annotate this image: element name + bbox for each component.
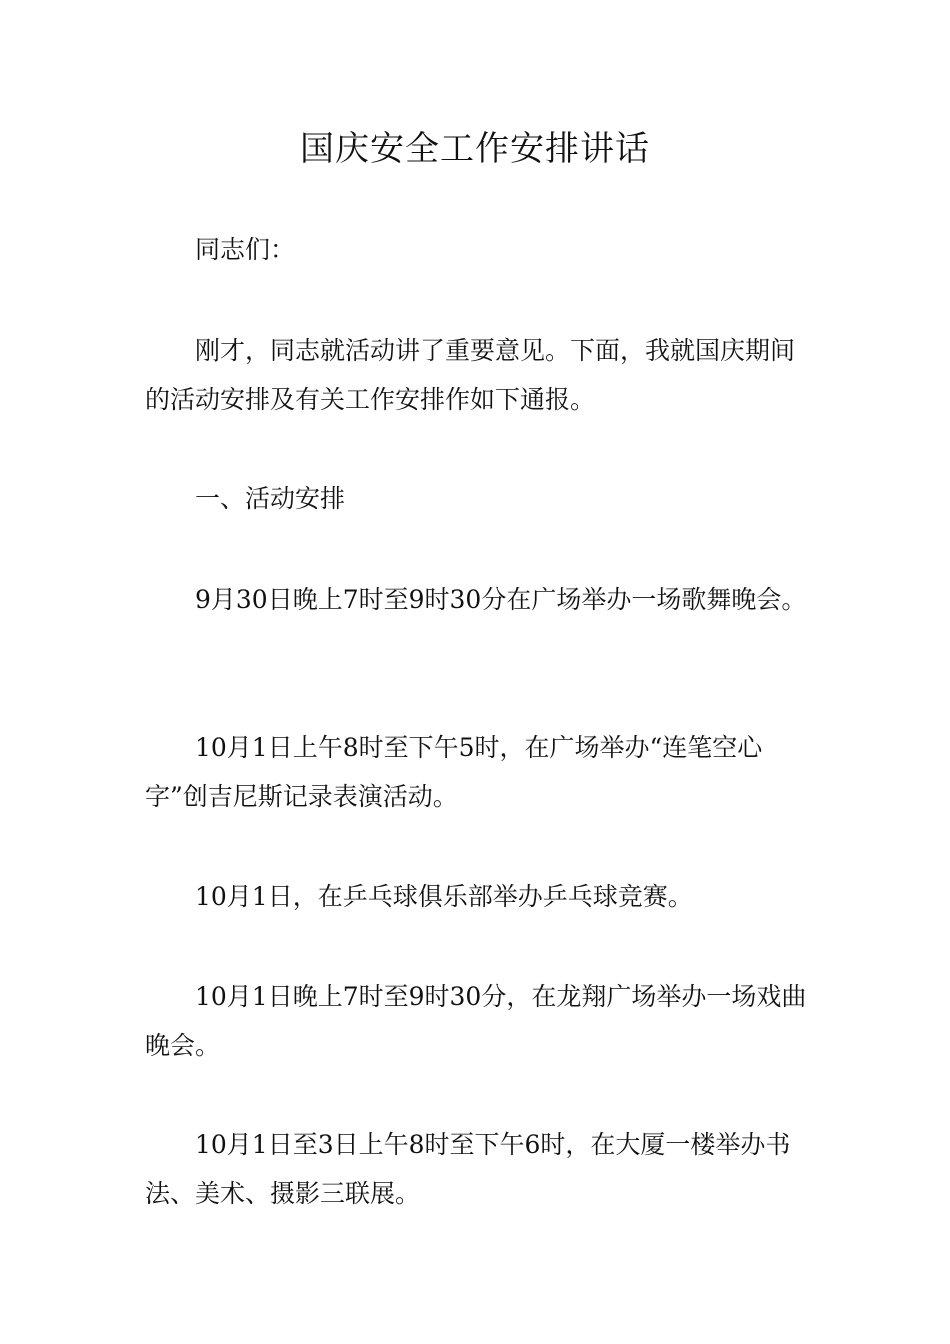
section-heading: 一、活动安排 <box>195 484 346 513</box>
activity-item: 10月1日，在乒乓球俱乐部举办乒乓球竞赛。 <box>195 882 693 911</box>
activity-item: 10月1日上午8时至下午5时，在广场举办“连笔空心字”创吉尼斯记录表演活动。 <box>145 733 763 811</box>
activity-item: 10月1日至3日上午8时至下午6时，在大厦一楼举办书法、美术、摄影三联展。 <box>145 1130 791 1208</box>
activity-item: 9月30日晚上7时至9时30分在广场举办一场歌舞晚会。 <box>195 585 807 614</box>
salutation: 同志们： <box>195 235 296 264</box>
document-title: 国庆安全工作安排讲话 <box>300 129 650 169</box>
activity-item: 10月1日晚上7时至9时30分，在龙翔广场举办一场戏曲晚会。 <box>145 982 807 1060</box>
intro-paragraph: 刚才，同志就活动讲了重要意见。下面，我就国庆期间的活动安排及有关工作安排作如下通报。 <box>145 336 796 414</box>
